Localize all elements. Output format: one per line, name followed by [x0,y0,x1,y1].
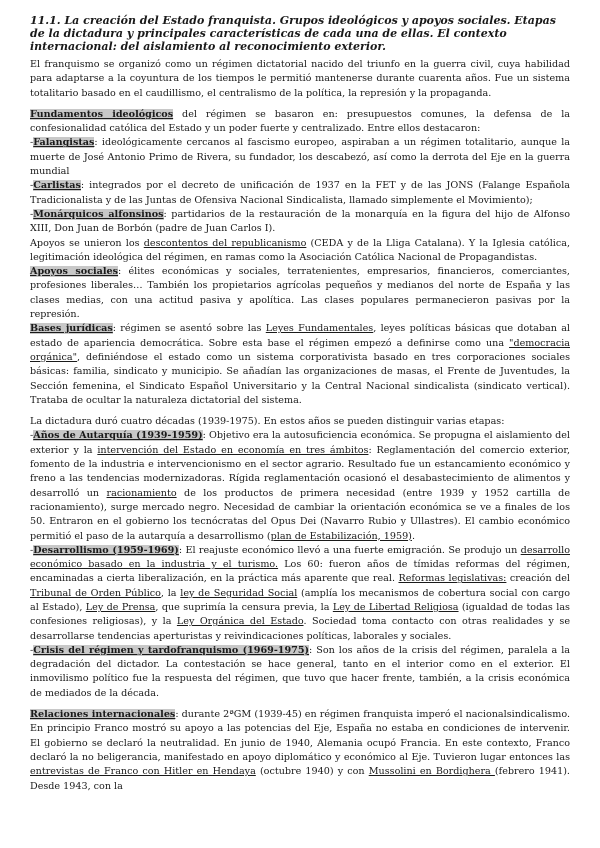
ley-seguridad-social-link: ley de Seguridad Social [180,587,298,599]
relaciones-text-2: (octubre 1940) y con [255,766,369,778]
relaciones-heading: Relaciones internacionales [30,709,176,721]
apoyos-pre: Apoyos se unieron los [30,237,144,249]
autarquia-text-2: : Reglamentación del comercio exterior, fomento de la industria e intervencionismo en el sector agrario. Resultado fue un estancamiento económico y freno a las tendencias modernizadoras. Rígida reglamentación ocasionó el desabastecimiento de alimentos y desarrolló un [30,444,570,499]
democracia-organica-link: "democracia orgánica" [30,337,570,363]
desarrollismo-text-8: . Sociedad toma contacto con otras realidades y se desarrollarse tendencias aperturistas y reivindicaciones políticas, laborales y sociales. [30,616,570,642]
fundamentos-paragraph [30,108,570,137]
intro-paragraph: El franquismo se organizó como un régimen dictatorial nacido del triunfo en la guerra civil, cuya habilidad para adaptarse a la coyuntura de los tiempos le permitió mantenerse durante cuarenta años. Fue un sistema totalitario basado en el caudillismo, el centralismo de la política, la represión y la propaganda. [30,59,570,99]
etapas-intro: La dictadura duró cuatro décadas (1939-1975). En estos años se pueden distinguir varias etapas: [30,416,505,428]
autarquia-text-3: de los productos de primera necesidad (entre 1939 y 1952 cartilla de racionamiento), surge mercado negro. Necesidad de cambiar la orientación económica se ve a finales de los 50. Entraron en el gobierno los tecnócratas del Opus Dei (Navarro Rubio y Ullastres). El cambio económico permitió el paso de la autarquía a desarrollismo ( [30,487,570,542]
ley-prensa-link: Ley de Prensa [85,601,156,613]
crisis-text: : Son los años de la crisis del régimen, paralela a la degradación del dictador. La contestación se hace general, tanto en el interior como en el exterior. El inmovilismo político fue la respuesta del régimen, que tuvo que hacer frente, también, a la crisis económica de mediados de la década. [30,644,570,699]
apoyos-post: (CEDA y de la Lliga Catalana). Y la Iglesia católica, legitimación ideológica del régimen, en ramas como la Asociación Católica Nacional de Propagandistas. [30,237,570,263]
apoyos-sociales-paragraph [30,265,570,322]
falangistas-label: Falangistas [33,137,95,149]
desarrollismo-text-7: (igualdad de todas las confesiones religiosas), y la [30,601,570,628]
autarquia-text-1: : Objetivo era la autosuficiencia económica. Se propugna el aislamiento del exterior y la [30,430,570,456]
falangistas-item: -Falangistas: ideológicamente cercanos al fascismo europeo, aspiraban a un régimen totalitario, aunque la muerte de José Antonio Primo de Rivera, su fundador, los descabezó, así como la derrota del Eje en la guerra mundial [30,137,570,178]
autarquia-item: -Años de Autarquía (1939-1959): Objetivo era la autosuficiencia económica. Se propugna el aislamiento del exterior y la intervención del Estado en economía en tres ámbitos: Reglamentación del comercio exterior, fomento de la industria e intervencionismo en el sector agrario. Resultado fue un estancamiento económico y freno a las tendencias modernizadoras. Rígida reglamentación ocasionó el desabastecimiento de alimentos y desarrolló un racionamiento de los productos de primera necesidad (entre 1939 y 1952 cartilla de racionamiento), surge mercado negro. Necesidad de cambiar la orientación económica se ve a finales de los 50. Entraron en el gobierno los tecnócratas del Opus Dei (Navarro Rubio y Ullastres). El cambio económico permitió el paso de la autarquía a desarrollismo (plan de Estabilización, 1959). [30,430,570,542]
autarquia-text-4: . [411,530,415,542]
racionamiento-link: racionamiento [106,487,177,499]
bordighera-link: Mussolini en Bordighera [368,766,495,778]
monarquicos-item: -Monárquicos alfonsinos: partidarios de la restauración de la monarquía en la figura del hijo de Alfonso XIII, Don Juan de Borbón (padre de Juan Carlos I). [30,208,570,235]
desarrollismo-text-5: (amplía los mecanismos de cobertura social con cargo al Estado), [30,587,570,613]
desarrollismo-text-6: , que suprimía la censura previa, la [155,601,333,613]
desarrollismo-text-3: creación del [506,573,570,585]
bases-text-3: , definiéndose el estado como un sistema corporativista basado en tres corporaciones sociales básicas: familia, sindicato y municipio. Se añadían las organizaciones de masas, el Frente de Juventudes, la Sección femenina, el Sindicato Español Universitario y la Central Nacional sindicalista (sindicato vertical). Trataba de ocultar la naturaleza dictatorial del sistema. [30,351,570,406]
relaciones-text-3: (febrero 1941). Desde 1943, con la [30,766,570,792]
tribunal-orden-publico-link: Tribunal de Orden Público [30,587,161,599]
leyes-fundamentales-link: Leyes Fundamentales [265,323,374,335]
relaciones-text-1: : durante 2ªGM (1939-45) en régimen franquista imperó el nacionalsindicalismo. En principio Franco mostró su apoyo a las potencias del Eje, España no estaba en condiciones de intervenir. El gobierno se declaró la neutralidad. En junio de 1940, Alemania ocupó Francia. En este contexto, Franco declaró la no beligerancia, manifestado en apoyo diplomático y económico al Eje. Tuvieron lugar entonces las [30,709,570,763]
monarquicos-label: Monárquicos alfonsinos [33,208,164,220]
hendaya-link: entrevistas de Franco con Hitler en Hendaya [30,766,256,778]
reformas-legislativas-link: Reformas legislativas: [398,573,507,585]
crisis-label: Crisis del régimen y tardofranquismo (1969-1975) [33,644,310,656]
fundamentos-heading: Fundamentos ideológicos [30,108,174,120]
falangistas-text: : ideológicamente cercanos al fascismo europeo, aspiraban a un régimen totalitario, aunque la muerte de José Antonio Primo de Rivera, su fundador, los descabezó, así como la derrota del Eje en la guerra mundial [30,137,570,178]
bases-text-1: : régimen se asentó sobre las [112,323,266,335]
descontentos-link: descontentos del republicanismo [143,237,307,249]
carlistas-text: : integrados por el decreto de unificación de 1937 en la FET y de las JONS (Falange Española Tradicionalista y de las Juntas de Ofensiva Nacional Sindicalista, llamado simplemente el Movimiento); [30,180,570,206]
document-title: 11.1. La creación del Estado franquista. Grupos ideológicos y apoyos sociales. Etapas de la dictadura y principales características de cada una de ellas. El contexto internacional: del aislamiento al reconocimiento exterior. [30,14,556,53]
plan-estabilizacion-link: plan de Estabilización, 1959) [270,530,412,542]
apoyos-sociales-heading: Apoyos sociales [30,266,119,278]
ley-organica-estado-link: Ley Orgánica del Estado [176,616,304,628]
crisis-item: -Crisis del régimen y tardofranquismo (1969-1975): Son los años de la crisis del régimen, paralela a la degradación del dictador. La contestación se hace general, tanto en el interior como en el exterior. El inmovilismo político fue la respuesta del régimen, que tuvo que hacer frente, también, a la crisis económica de mediados de la década. [30,644,570,699]
relaciones-paragraph [30,708,570,794]
desarrollismo-item: -Desarrollismo (1959-1969): El reajuste económico llevó a una fuerte emigración. Se produjo un desarrollo económico basado en la industria y el turismo. Los 60: fueron años de tímidas reformas del régimen, encaminadas a cierta liberalización, en la práctica más aparente que real. Reformas legislativas: creación del Tribunal de Orden Público, la ley de Seguridad Social (amplía los mecanismos de cobertura social con cargo al Estado), Ley de Prensa, que suprimía la censura previa, la Ley de Libertad Religiosa (igualdad de todas las confesiones religiosas), y la Ley Orgánica del Estado. Sociedad toma contacto con otras realidades y se desarrollarse tendencias aperturistas y reivindicaciones políticas, laborales y sociales. [30,544,570,642]
carlistas-item: -Carlistas: integrados por el decreto de unificación de 1937 en la FET y de las JONS (Falange Española Tradicionalista y de las Juntas de Ofensiva Nacional Sindicalista, llamado simplemente el Movimiento); [30,180,570,206]
desarrollismo-label: Desarrollismo (1959-1969) [33,544,179,556]
carlistas-label: Carlistas [33,180,81,192]
bases-paragraph [30,322,570,408]
apoyos-paragraph [30,237,570,266]
monarquicos-text: : partidarios de la restauración de la monarquía en la figura del hijo de Alfonso XIII, Don Juan de Borbón (padre de Juan Carlos I). [30,208,570,235]
apoyos-sociales-text: : élites económicas y sociales, terratenientes, empresarios, financieros, comerciantes, profesiones liberales… También los propietarios agrícolas pequeños y medianos del norte de España y las clases medias, con una actitud pasiva y apolítica. Las clases populares permanecieron pasivas por la represión. [30,266,570,321]
autarquia-label: Años de Autarquía (1939-1959) [33,430,203,442]
desarrollo-economico-link: desarrollo económico basado en la industria y el turismo. [30,544,570,571]
desarrollismo-text-2: Los 60: fueron años de tímidas reformas del régimen, encaminadas a cierta liberalización, en la práctica más aparente que real. [30,559,570,585]
fundamentos-text: del régimen se basaron en: presupuestos comunes, la defensa de la confesionalidad católica del Estado y un poder fuerte y centralizado. Entre ellos destacaron: [30,108,570,135]
intervencion-link: intervención del Estado en economía en tres ámbitos [97,444,369,456]
desarrollismo-text-4: , la [160,587,181,599]
ley-libertad-religiosa-link: Ley de Libertad Religiosa [332,601,459,613]
desarrollismo-text-1: : El reajuste económico llevó a una fuerte emigración. Se produjo un [178,544,521,556]
bases-text-2: , leyes políticas básicas que dotaban al estado de apariencia democrática. Sobre esta base el régimen empezó a definirse como una [30,323,570,349]
bases-heading: Bases jurídicas [30,323,113,335]
